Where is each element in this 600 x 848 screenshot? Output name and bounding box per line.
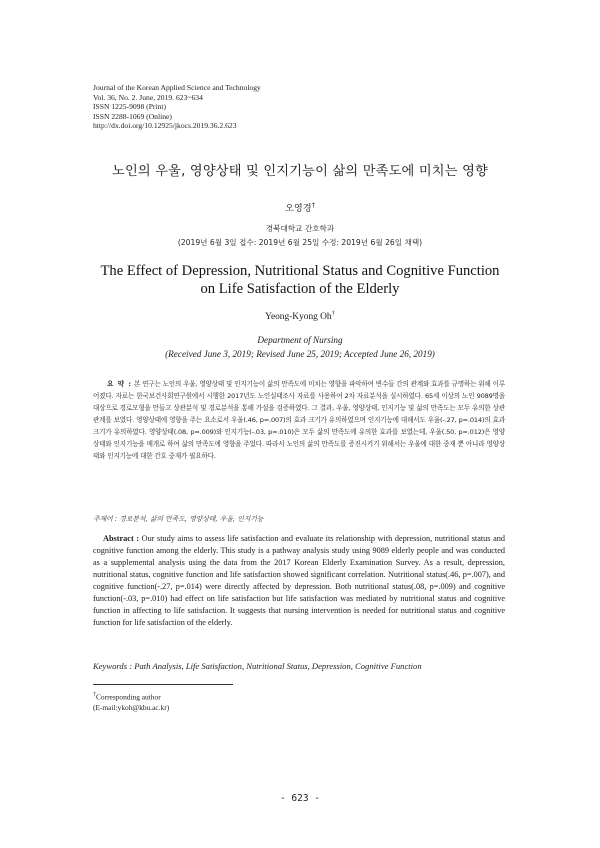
author-mark: † xyxy=(311,200,315,209)
korean-author-name: 오영경 xyxy=(285,203,312,214)
english-abstract xyxy=(93,533,505,629)
english-title-line-2: on Life Satisfaction of the Elderly xyxy=(200,281,400,297)
korean-dates: (2019년 6월 3일 접수: 2019년 6월 25일 수정: 2019년 6월 26일 채택) xyxy=(177,238,423,247)
journal-issn-print: ISSN 1225-9098 (Print) xyxy=(93,102,166,112)
english-title-line-1: The Effect of Depression, Nutritional Status and Cognitive Function xyxy=(100,263,500,279)
footnote-mark: † xyxy=(93,692,96,698)
english-dates: (Received June 3, 2019; Revised June 25, 2019; Accepted June 26, 2019) xyxy=(165,348,435,359)
footnote xyxy=(93,690,169,713)
corresponding-author: Corresponding author xyxy=(96,692,161,702)
korean-abstract-text: 본 연구는 노인의 우울, 영양상태 및 인지기능이 삶의 만족도에 미치는 영향을 파악하여 변수들 간의 관계와 효과를 규명하는 위해 이루어졌다. 자료는 한국보건사회연구원에서 시행한 2017년도 노인실태조사 자료를 사용하여 2차 자료분석을 실시하였다. 65세 이상의 노인 9089명을 대상으로 경로모형을 만들고 상관분석 및 경로분석을 통해 가설을 검증하였다. 그 결과, 우울, 영양상태, 인지기능 및 삶의 만족도는 모두 유의한 상관관계를 보였다. 영양상태에 영향을 주는 요소로서 우울(.46, p=.007)의 효과 크기가 유의하였으며 인지기능에 대해서도 우울(-.27, p=.014)의 효과 크기가 유의하였다. 영양상태(.08, p=.009)와 인지기능(-.03, p=.010)은 모두 삶의 만족도에 유의한 효과를 보였는데, 우울(.50, p=.012)은 영양상태와 인지기능을 매개로 하여 삶의 만족도에 영향을 주었다. 따라서 노인의 삶의 만족도를 증진시키기 위해서는 우울에 대한 중재 뿐 아니라 영양상태와 인지기능에 대한 간호 중재가 필요하다. xyxy=(93,380,506,460)
korean-affiliation-block xyxy=(0,222,600,250)
page-number: - 623 - xyxy=(279,793,321,804)
journal-name: Journal of the Korean Applied Science and Technology xyxy=(93,83,261,92)
journal-doi[interactable]: http://dx.doi.org/10.12925/jkocs.2019.36.2.623 xyxy=(93,121,237,131)
english-author xyxy=(0,310,600,322)
korean-keywords: 주제어 : 경로분석, 삶의 만족도, 영양상태, 우울, 인지기능 xyxy=(93,515,264,523)
english-department: Department of Nursing xyxy=(257,335,343,345)
english-abstract-text: Our study aims to assess life satisfaction and evaluate its relationship with depression, nutritional status and cognitive function among the elderly. This study is a pathway analysis study using 9089 elderly people and was conducted as a supplemental analysis using the data from the 2017 Korean Elderly Examination Survey. As a result, depression, nutritional status, cognitive function and life satisfaction showed significant correlation. Nutritional status(.46, p=.007), and cognitive function(-.27, p=.014) were directly affected by depression. Both nutritional status(.08, p=.009) and cognitive function(-.03, p=.010) had effect on life satisfaction but life satisfaction was mediated by nutritional status and cognitive function in affecting to life satisfaction. It suggests that nursing intervention is needed for nutritional status and cognitive function for life satisfaction of the elderly. xyxy=(93,534,506,628)
journal-issn-online: ISSN 2288-1069 (Online) xyxy=(93,111,172,121)
author-mark: † xyxy=(331,310,335,317)
corresponding-email: (E-mail:ykoh@kbu.ac.kr) xyxy=(93,702,170,712)
korean-title: 노인의 우울, 영양상태 및 인지기능이 삶의 만족도에 미치는 영향 xyxy=(112,164,488,179)
english-author-name: Yeong-Kyong Oh xyxy=(265,312,332,323)
english-affiliation-block xyxy=(0,334,600,361)
korean-abstract xyxy=(93,378,505,462)
journal-info xyxy=(93,83,261,131)
english-keywords: Keywords : Path Analysis, Life Satisfaction, Nutritional Status, Depression, Cognitive Function xyxy=(93,661,422,671)
korean-author xyxy=(0,200,600,214)
journal-volume: Vol. 36, No. 2. June, 2019. 623~634 xyxy=(93,92,203,102)
footnote-divider xyxy=(93,684,233,685)
english-title xyxy=(0,262,600,298)
english-abstract-label: Abstract : xyxy=(103,534,140,543)
korean-affiliation: 경북대학교 간호학과 xyxy=(265,224,335,233)
korean-abstract-label: 요 약 : xyxy=(107,380,132,388)
